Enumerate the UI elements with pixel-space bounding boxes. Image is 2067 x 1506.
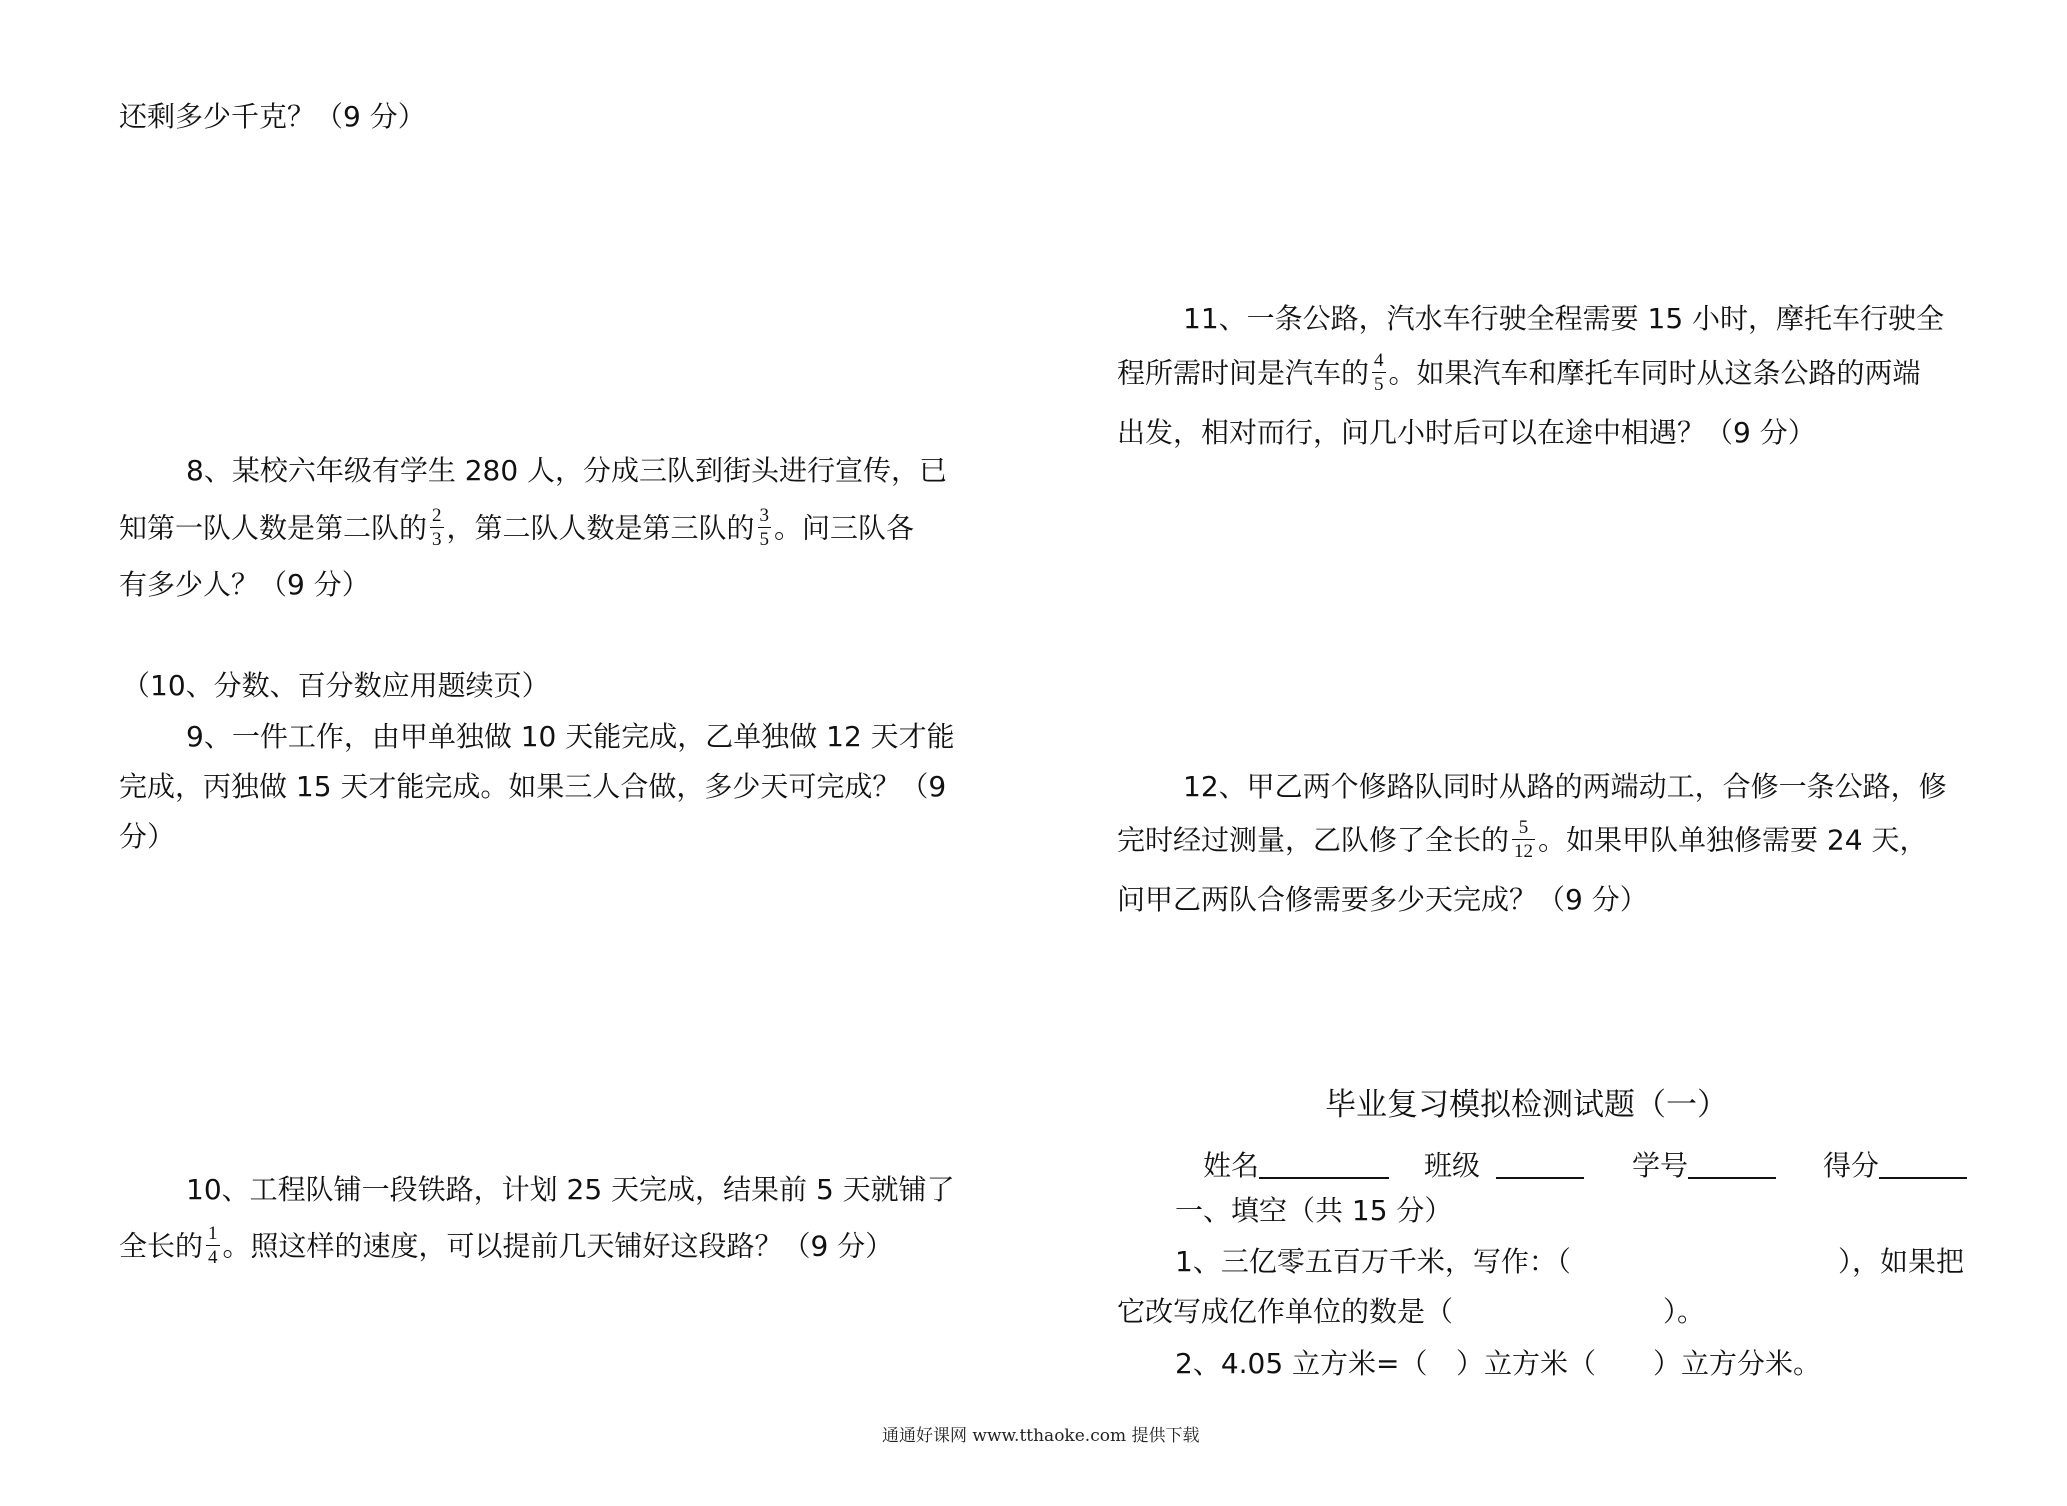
q9-line3: 分）: [119, 820, 176, 853]
q12-text-b: 。如果甲队单独修需要 24 天，: [1538, 823, 1928, 857]
fraction-denominator: 5: [759, 529, 770, 550]
q8-line3: 有多少人？（9 分）: [119, 568, 370, 601]
fraction-numerator: 1: [208, 1223, 218, 1244]
fraction-denominator: 12: [1514, 841, 1534, 862]
fraction-numerator: 2: [432, 505, 442, 526]
q11-line1: 11、一条公路，汽水车行驶全程需要 15 小时，摩托车行驶全: [1183, 302, 1945, 335]
q9-line2: 完成，丙独做 15 天才能完成。如果三人合做，多少天可完成？（9: [119, 770, 947, 803]
fraction-three-fifths: [758, 506, 772, 549]
fraction-numerator: 4: [1374, 350, 1384, 371]
item1-line1-b: ），如果把: [1838, 1245, 1965, 1278]
q11-text-b: 。如果汽车和摩托车同时从这条公路的两端: [1388, 356, 1921, 390]
exam-title: 毕业复习模拟检测试题（一）: [1325, 1087, 1728, 1123]
item2-c: ）立方分米。: [1653, 1347, 1822, 1380]
item1-line2-a: 它改写成亿作单位的数是（: [1117, 1295, 1454, 1328]
class-blank: [1496, 1151, 1584, 1179]
item2-a: 2、4.05 立方米=（: [1175, 1347, 1428, 1380]
item1-line1-a: 1、三亿零五百万千米，写作：（: [1175, 1245, 1571, 1278]
fraction-numerator: 3: [759, 505, 770, 526]
q12-line1: 12、甲乙两个修路队同时从路的两端动工，合修一条公路，修: [1183, 770, 1947, 803]
item2-b: ）立方米（: [1456, 1347, 1597, 1380]
q9-line1: 9、一件工作，由甲单独做 10 天能完成，乙单独做 12 天才能: [186, 720, 955, 753]
fraction-denominator: 3: [432, 529, 442, 550]
fraction-one-quarter: [206, 1224, 220, 1267]
fraction-denominator: 4: [208, 1247, 218, 1268]
info-name: [1203, 1147, 1389, 1180]
q8-line1: 8、某校六年级有学生 280 人，分成三队到街头进行宣传，已: [186, 454, 948, 487]
q10-text-a: 全长的: [119, 1229, 204, 1263]
info-class: [1424, 1147, 1584, 1180]
name-blank: [1259, 1151, 1389, 1179]
fraction-numerator: 5: [1518, 817, 1529, 838]
q10-line1: 10、工程队铺一段铁路，计划 25 天完成，结果前 5 天就铺了: [186, 1173, 955, 1206]
q12-line3: 问甲乙两队合修需要多少天完成？（9 分）: [1117, 883, 1648, 916]
q10-line2: [119, 1223, 894, 1269]
q11-line3: 出发，相对而行，问几小时后可以在途中相遇？（9 分）: [1117, 416, 1816, 449]
name-label: 姓名: [1203, 1149, 1260, 1182]
q10-text-b: 。照这样的速度，可以提前几天铺好这段路？（9 分）: [222, 1229, 894, 1263]
fraction-five-twelfths: [1512, 818, 1535, 861]
fraction-two-thirds: [430, 506, 444, 549]
score-blank: [1879, 1151, 1967, 1179]
q11-text-a: 程所需时间是汽车的: [1117, 356, 1370, 390]
fraction-denominator: 5: [1374, 374, 1384, 395]
q11-line2: [1117, 350, 1921, 396]
q8-text-b: ，第二队人数是第三队的: [446, 511, 755, 545]
q8-text-c: 。问三队各: [774, 511, 915, 545]
id-label: 学号: [1632, 1149, 1689, 1182]
q12-text-a: 完时经过测量，乙队修了全长的: [1117, 823, 1510, 857]
class-label: 班级: [1424, 1149, 1481, 1182]
q12-line2: [1117, 817, 1928, 863]
score-label: 得分: [1823, 1149, 1880, 1182]
q8-text-a: 知第一队人数是第二队的: [119, 511, 428, 545]
info-score: [1823, 1147, 1967, 1180]
info-id: [1632, 1147, 1776, 1180]
id-blank: [1688, 1151, 1776, 1179]
q7-tail: 还剩多少千克？（9 分）: [119, 100, 426, 133]
item1-line2-b: ）。: [1663, 1295, 1706, 1328]
section-fill-in: 一、填空（共 15 分）: [1175, 1194, 1453, 1227]
footer-credit: 通通好课网 www.tthaoke.com 提供下载: [882, 1426, 1200, 1446]
section-note: （10、分数、百分数应用题续页）: [122, 669, 550, 702]
fraction-four-fifths: [1372, 351, 1386, 394]
q8-line2: [119, 505, 915, 551]
